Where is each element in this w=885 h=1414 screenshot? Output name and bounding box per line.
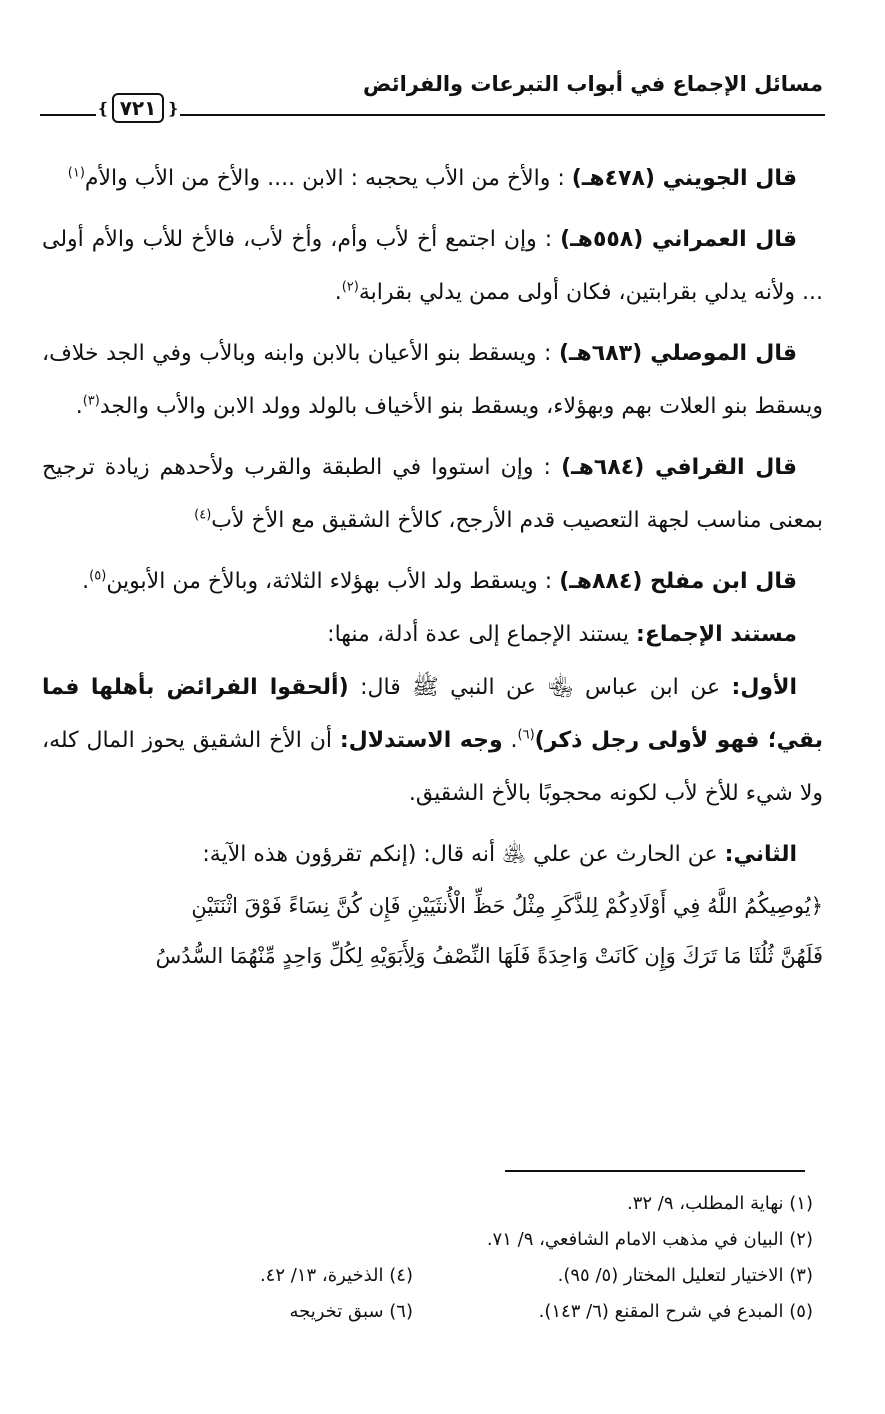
ornament-icon: ❴	[166, 98, 180, 118]
text: من الأب والأم	[84, 166, 210, 191]
footnote-ref[interactable]: (٣)	[82, 393, 100, 409]
text: وولد الابن والأب والجد	[99, 394, 302, 419]
text: يحوز المال كله، ولا شيء للأخ لأب لكونه محجوبًا بالأخ الشقيق.	[42, 728, 823, 806]
text: : وإن اجتمع أخ لأب وأم، وأخ لأب، فالأخ	[191, 227, 553, 252]
page-number: ٧٢١	[112, 93, 165, 123]
text: : وإن استووا في الطبقة والقرب ولأحدهم زيادة	[104, 455, 551, 480]
punct: .	[334, 280, 342, 305]
running-header-title: مسائل الإجماع في أبواب التبرعات والفرائض	[363, 72, 823, 96]
text: : ويسقط ولد الأب بهؤلاء الثلاثة، وبالأخ من	[172, 569, 553, 594]
quran-verse-line: ﴿يُوصِيكُمُ اللَّهُ فِي أَوْلَادِكُمْ لِلذَّكَرِ مِثْلُ حَظِّ الْأُنثَيَيْنِ فَإِن كُنَّ نِسَاءً فَوْقَ اثْنَتَيْنِ	[191, 894, 823, 918]
speaker: قال العمراني (٥٥٨هـ)	[560, 227, 798, 252]
footnote: (٤) الذخيرة، ١٣/ ٤٢.	[259, 1265, 413, 1286]
punct: .	[75, 394, 83, 419]
speaker: قال ابن مفلح (٨٨٤هـ)	[559, 569, 797, 594]
footnote-row	[40, 1222, 813, 1258]
footnote-ref[interactable]: (٤)	[194, 507, 212, 523]
footnote: (٦) سبق تخريجه	[289, 1301, 413, 1322]
footnote: (٥) المبدع في شرح المقنع (٦/ ١٤٣).	[538, 1301, 813, 1322]
page-number-box	[96, 88, 180, 128]
text: : ويسقط بنو الأعيان بالابن وابنه وبالأب وفي	[152, 341, 552, 366]
text: لأب	[211, 508, 245, 533]
paragraph-second-proof	[42, 828, 823, 881]
text: الجد خلاف، ويسقط بنو العلات بهم وبهؤلاء، ويسقط بنو الأخياف بالولد	[42, 341, 823, 419]
footnote: (٣) الاختيار لتعليل المختار (٥/ ٩٥).	[557, 1265, 813, 1286]
footnote: (١) نهاية المطلب، ٩/ ٣٢.	[627, 1193, 813, 1214]
footnotes	[40, 1186, 813, 1330]
speaker: قال القرافي (٦٨٤هـ)	[561, 455, 798, 480]
footnote-row	[40, 1258, 813, 1294]
speaker: قال الجويني (٤٧٨هـ)	[571, 166, 797, 191]
text: أن الأخ الشقيق	[192, 728, 332, 753]
footnote-ref[interactable]: (٥)	[89, 568, 107, 584]
hadith-text: فما بقي؛ فهو لأولى رجل ذكر)	[42, 675, 823, 753]
ornament-icon: ❵	[96, 98, 110, 118]
basis-text: يستند الإجماع إلى عدة أدلة، منها:	[327, 622, 630, 647]
paragraph-juwayni	[42, 152, 823, 205]
proof-label: الأول:	[731, 675, 798, 700]
punct: .	[82, 569, 90, 594]
text: عن الحارث عن علي ﵁ أنه قال: (إنكم تقرؤون هذه الآية:	[202, 842, 718, 867]
footnote-row	[40, 1186, 813, 1222]
proof-label: الثاني:	[724, 842, 797, 867]
text: ترجيح بمعنى مناسب لجهة التعصيب قدم الأرجح، كالأخ الشقيق مع الأخ	[42, 455, 823, 533]
footnote-row	[40, 1294, 813, 1330]
paragraph-imrani	[42, 213, 823, 319]
paragraph-first-proof: الأول: عن ابن عباس ﵄ عن النبي ﷺ قال: (ألحقوا الفرائض بأهلها فما بقي؛ فهو لأولى رجل ذكر)$^{(٦)}$. وجه الاستدلال: أن الأخ الشقيق يحوز المال كله، ولا شيء للأخ لأب لكونه محجوبًا بالأخ الشقيق.	[42, 675, 823, 806]
inference-label: وجه الاستدلال:	[339, 728, 503, 753]
footnote-ref[interactable]: (١)	[67, 165, 85, 181]
paragraph-ibn-muflih	[42, 555, 823, 608]
paragraph-basis	[42, 608, 823, 661]
paragraph-mawsili	[42, 327, 823, 433]
text: : والأخ من الأب يحجبه : الابن .... والأخ	[216, 166, 565, 191]
body-text	[42, 152, 823, 981]
basis-label: مستند الإجماع:	[636, 622, 797, 647]
text: الأبوين	[106, 569, 166, 594]
paragraph-qarafi	[42, 441, 823, 547]
footnote-ref[interactable]: (٦)	[517, 727, 535, 743]
quran-verse-line: فَلَهُنَّ ثُلُثَا مَا تَرَكَ وَإِن كَانَتْ وَاحِدَةً فَلَهَا النِّصْفُ وَلِأَبَوَيْهِ لِكُلِّ وَاحِدٍ مِّنْهُمَا السُّدُسُ	[155, 944, 823, 968]
text: للأب والأم أولى ... ولأنه يدلي بقرابتين، فكان أولى ممن يدلي بقرابة	[42, 227, 823, 305]
text: عن ابن عباس ﵄ عن النبي ﷺ قال:	[360, 675, 721, 700]
speaker: قال الموصلي (٦٨٣هـ)	[558, 341, 797, 366]
hadith-text: (ألحقوا الفرائض بأهلها	[90, 675, 349, 700]
footnote: (٢) البيان في مذهب الامام الشافعي، ٩/ ٧١.	[486, 1229, 813, 1250]
footnote-ref[interactable]: (٢)	[341, 279, 359, 295]
footnote-rule	[505, 1170, 805, 1172]
